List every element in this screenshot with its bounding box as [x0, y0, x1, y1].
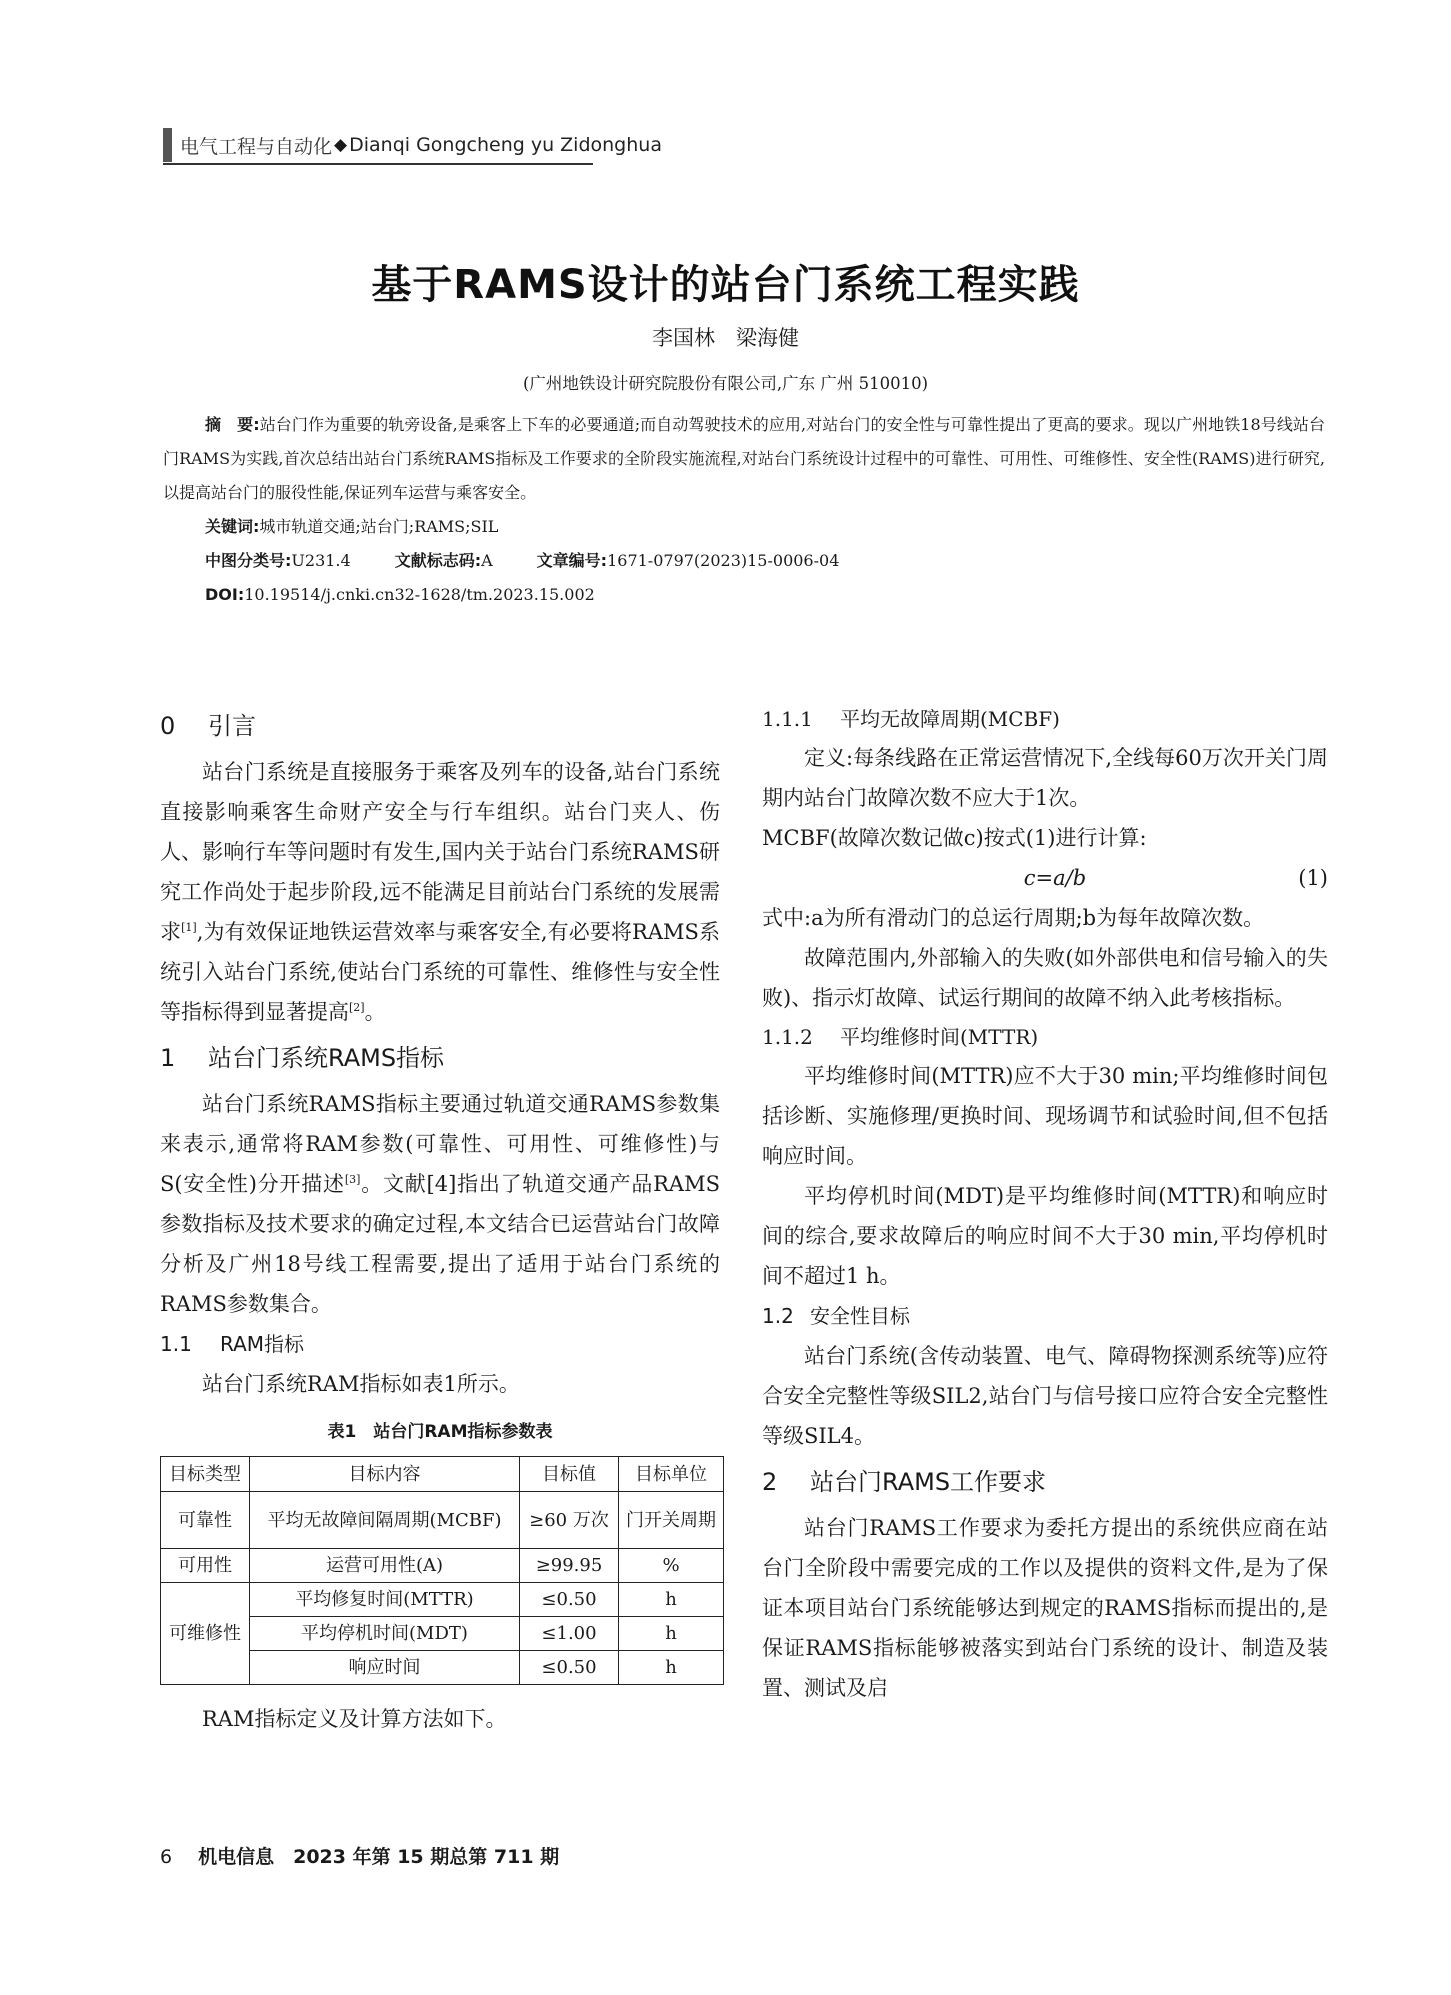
table-cell-group: 可用性 — [161, 1549, 250, 1583]
table-cell: 平均修复时间(MTTR) — [250, 1583, 520, 1617]
abstract — [163, 408, 1325, 510]
doi — [163, 578, 1325, 612]
section-number: 1.1.1 — [762, 707, 813, 731]
clc-value: U231.4 — [291, 551, 351, 570]
left-column — [160, 700, 720, 1739]
paragraph: 平均停机时间(MDT)是平均维修时间(MTTR)和响应时间的综合,要求故障后的响应时间不大于30 min,平均停机时间不超过1 h。 — [762, 1184, 1328, 1288]
citation[interactable]: [2] — [349, 1001, 365, 1014]
table-cell: 运营可用性(A) — [250, 1549, 520, 1583]
paragraph-text: 。 — [364, 1000, 386, 1024]
table-row — [161, 1492, 724, 1549]
article-no-label: 文章编号: — [536, 551, 608, 570]
table-row — [161, 1549, 724, 1583]
paragraph: 式中:a为所有滑动门的总运行周期;b为每年故障次数。 — [762, 906, 1265, 930]
equation — [762, 858, 1328, 898]
section-title: 引言 — [208, 712, 256, 740]
paragraph: 站台门系统(含传动装置、电气、障碍物探测系统等)应符合安全完整性等级SIL2,站台门与信号接口应符合安全完整性等级SIL4。 — [762, 1344, 1328, 1448]
table-cell: 平均停机时间(MDT) — [250, 1617, 520, 1651]
section-heading-0 — [160, 700, 720, 752]
table-cell: 响应时间 — [250, 1651, 520, 1685]
equation-number: (1) — [1298, 866, 1328, 890]
ram-table — [160, 1456, 724, 1685]
affiliation: (广州地铁设计研究院股份有限公司,广东 广州 510010) — [522, 374, 929, 393]
table-row — [161, 1583, 724, 1617]
doi-label: DOI: — [205, 585, 245, 604]
section-title: 平均无故障周期(MCBF) — [840, 707, 1060, 731]
running-head-cn: 电气工程与自动化 — [180, 135, 333, 158]
section-number: 0 — [160, 712, 176, 740]
section-heading-1-1-2 — [762, 1018, 1328, 1056]
table-header: 目标值 — [520, 1457, 619, 1492]
section-heading-2 — [762, 1456, 1328, 1508]
section-title: RAM指标 — [220, 1332, 305, 1356]
section-number: 1.1.2 — [762, 1025, 813, 1049]
running-head — [163, 128, 662, 162]
section-number: 1.1 — [160, 1332, 192, 1356]
table-header-row — [161, 1457, 724, 1492]
table-cell: ≤0.50 — [520, 1651, 619, 1685]
table-cell: ≥60 万次 — [520, 1492, 619, 1549]
abstract-text: 站台门作为重要的轨旁设备,是乘客上下车的必要通道;而自动驾驶技术的应用,对站台门的安全性与可靠性提出了更高的要求。现以广州地铁18号线站台门RAMS为实践,首次总结出站台门系统RAMS指标及工作要求的全阶段实施流程,对站台门系统设计过程中的可靠性、可用性、可维修性、安全性(RAMS)进行研究,以提高站台门的服役性能,保证列车运营与乘客安全。 — [163, 415, 1325, 502]
paragraph: RAM指标定义及计算方法如下。 — [202, 1707, 507, 1731]
table-caption: 表1 站台门RAM指标参数表 — [327, 1422, 553, 1442]
table-cell: % — [619, 1549, 724, 1583]
authors: 李国林 梁海健 — [652, 326, 799, 350]
table-cell: ≤1.00 — [520, 1617, 619, 1651]
doc-code-value: A — [481, 551, 493, 570]
clc-label: 中图分类号: — [205, 551, 292, 570]
table-cell: h — [619, 1617, 724, 1651]
paragraph — [160, 1084, 720, 1324]
table-header: 目标类型 — [161, 1457, 250, 1492]
paragraph: 故障范围内,外部输入的失败(如外部供电和信号输入的失败)、指示灯故障、试运行期间的故障不纳入此考核指标。 — [762, 946, 1328, 1010]
doi-value: 10.19514/j.cnki.cn32-1628/tm.2023.15.002 — [244, 585, 595, 604]
right-column — [762, 700, 1328, 1708]
section-heading-1-1 — [160, 1324, 720, 1364]
keywords-text: 城市轨道交通;站台门;RAMS;SIL — [259, 517, 499, 536]
paragraph: 站台门RAMS工作要求为委托方提出的系统供应商在站台门全阶段中需要完成的工作以及提供的资料文件,是为了保证本项目站台门系统能够达到规定的RAMS指标而提出的,是保证RAMS指标能够被落实到站台门系统的设计、制造及装置、测试及启 — [762, 1516, 1328, 1700]
table-cell: h — [619, 1651, 724, 1685]
section-heading-1-2 — [762, 1296, 1328, 1336]
page-number: 6 — [160, 1846, 173, 1868]
keywords-label: 关键词: — [205, 517, 260, 536]
classification — [163, 544, 1325, 578]
table-cell: h — [619, 1583, 724, 1617]
paragraph-text: ,为有效保证地铁运营效率与乘客安全,有必要将RAMS系统引入站台门系统,使站台门系统的可靠性、维修性与安全性等指标得到显著提高 — [160, 920, 720, 1024]
paragraph-text: 站台门系统RAMS指标主要通过轨道交通RAMS参数集来表示,通常将RAM参数(可靠性、可用性、可维修性)与S(安全性)分开描述 — [160, 1092, 720, 1196]
running-head-rule — [163, 163, 593, 165]
abstract-label: 摘 要: — [205, 415, 260, 434]
abstract-block — [163, 408, 1325, 612]
citation[interactable]: [3] — [344, 1173, 361, 1186]
paragraph-text: 站台门系统是直接服务于乘客及列车的设备,站台门系统直接影响乘客生命财产安全与行车组织。站台门夹人、伤人、影响行车等问题时有发生,国内关于站台门系统RAMS研究工作尚处于起步阶段,远不能满足目前站台门系统的发展需求 — [160, 760, 720, 944]
section-title: 站台门RAMS工作要求 — [810, 1468, 1047, 1496]
page-footer — [160, 1842, 559, 1869]
table-cell: ≥99.95 — [520, 1549, 619, 1583]
citation[interactable]: [1] — [181, 921, 197, 934]
paragraph: 平均维修时间(MTTR)应不大于30 min;平均维修时间包括诊断、实施修理/更换时间、现场调节和试验时间,但不包括响应时间。 — [762, 1064, 1328, 1168]
doc-code-label: 文献标志码: — [394, 551, 482, 570]
equation-expression: c=a/b — [1023, 866, 1087, 890]
table-header: 目标内容 — [250, 1457, 520, 1492]
paragraph-text: 。文献[4]指出了轨道交通产品RAMS参数指标及技术要求的确定过程,本文结合已运营站台门故障分析及广州18号线工程需要,提出了适用于站台门系统的RAMS参数集合。 — [160, 1172, 720, 1316]
table-cell-group: 可维修性 — [161, 1583, 250, 1685]
table-cell: ≤0.50 — [520, 1583, 619, 1617]
section-title: 平均维修时间(MTTR) — [840, 1025, 1039, 1049]
table-cell: 平均无故障间隔周期(MCBF) — [250, 1492, 520, 1549]
paragraph — [160, 752, 720, 1032]
table-cell-group: 可靠性 — [161, 1492, 250, 1549]
section-number: 1.2 — [762, 1304, 794, 1328]
paragraph: MCBF(故障次数记做c)按式(1)进行计算: — [762, 826, 1147, 850]
article-no-value: 1671-0797(2023)15-0006-04 — [607, 551, 840, 570]
table-header: 目标单位 — [619, 1457, 724, 1492]
paper-title: 基于RAMS设计的站台门系统工程实践 — [371, 262, 1080, 308]
paragraph: 站台门系统RAM指标如表1所示。 — [202, 1372, 520, 1396]
paragraph: 定义:每条线路在正常运营情况下,全线每60万次开关门周期内站台门故障次数不应大于1次。 — [762, 746, 1328, 810]
section-number: 1 — [160, 1044, 176, 1072]
section-title: 安全性目标 — [810, 1304, 910, 1328]
running-head-bar — [163, 128, 172, 162]
table-cell: 门开关周期 — [619, 1492, 724, 1549]
journal-issue: 机电信息 2023 年第 15 期总第 711 期 — [198, 1846, 560, 1868]
running-head-en: Dianqi Gongcheng yu Zidonghua — [349, 134, 662, 156]
keywords — [163, 510, 1325, 544]
section-heading-1-1-1 — [762, 700, 1328, 738]
section-number: 2 — [762, 1468, 778, 1496]
running-head-separator: ◆ — [334, 135, 348, 155]
section-title: 站台门系统RAMS指标 — [208, 1044, 445, 1072]
section-heading-1 — [160, 1032, 720, 1084]
